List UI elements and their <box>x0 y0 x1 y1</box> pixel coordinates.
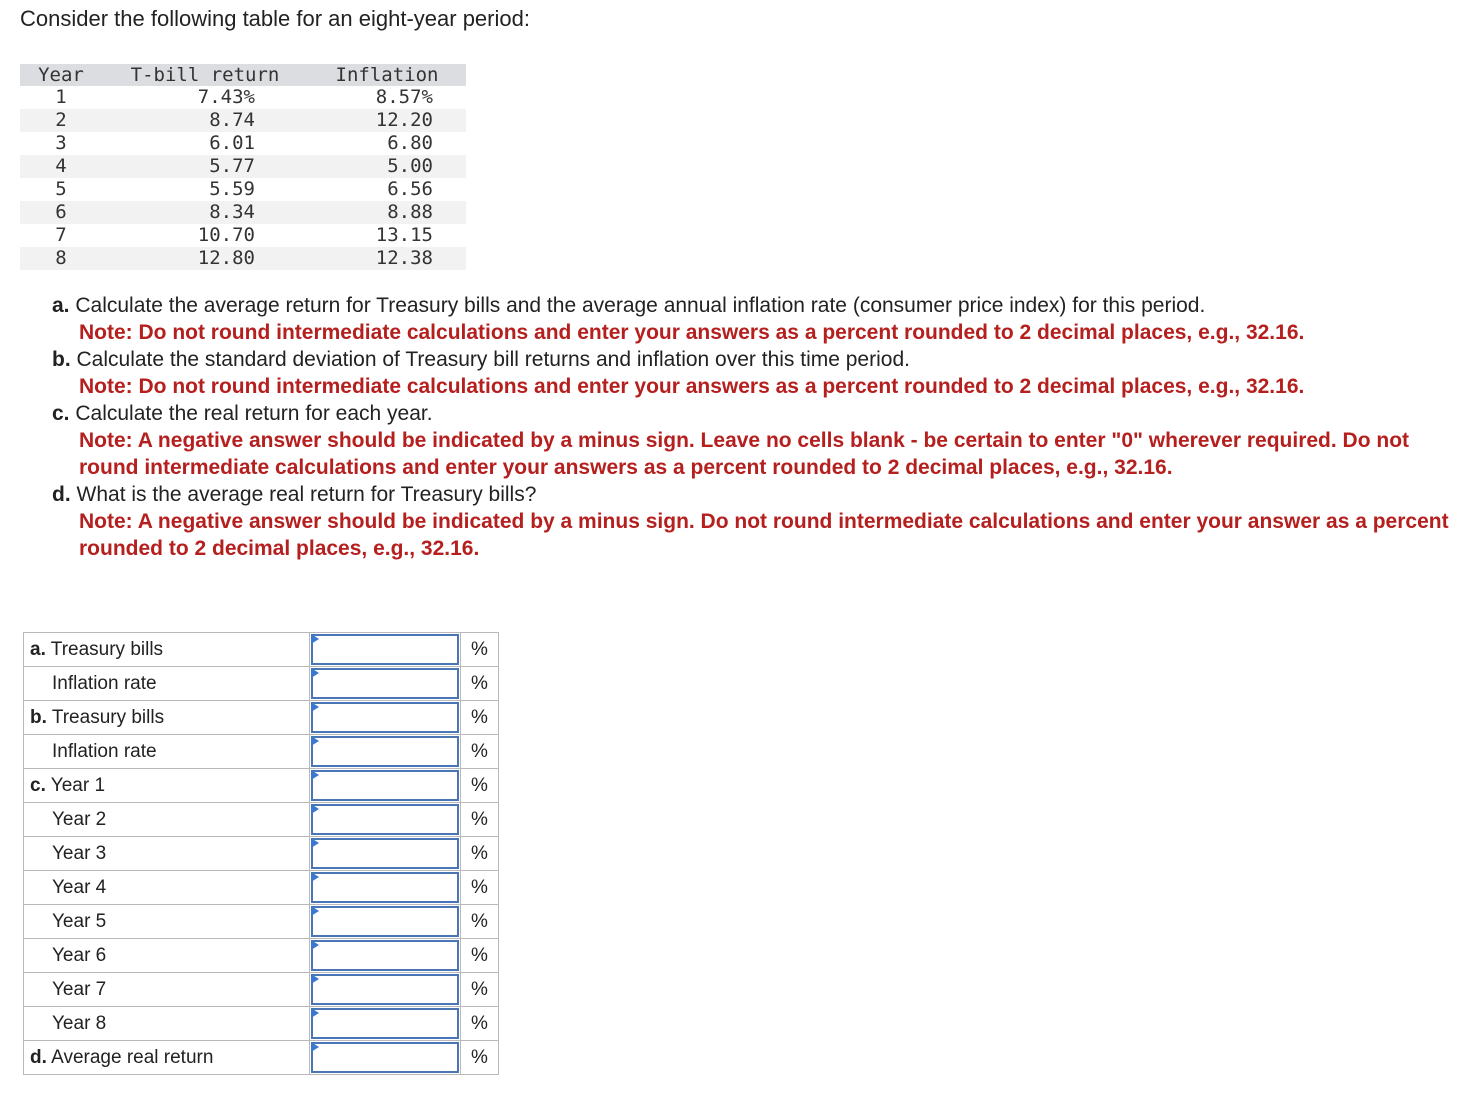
tbill-value: 10.70 <box>197 224 255 246</box>
input-marker-icon <box>311 940 319 950</box>
answer-field-cell <box>310 871 461 905</box>
answer-row <box>24 905 499 939</box>
question-a: a. Calculate the average return for Treasury bills and the average annual inflation rate (consumer price index) for this period. <box>52 294 1206 317</box>
inflation-cell <box>308 247 466 270</box>
percent-unit: % <box>461 769 499 803</box>
answer-row <box>24 667 499 701</box>
answer-input-box[interactable] <box>311 906 459 937</box>
answer-input[interactable] <box>313 636 457 663</box>
percent-unit: % <box>461 837 499 871</box>
percent-unit: % <box>461 667 499 701</box>
answer-row <box>24 1007 499 1041</box>
year-cell: 7 <box>55 224 67 246</box>
inflation-cell <box>308 155 466 178</box>
percent-unit: % <box>461 939 499 973</box>
inflation-value: 6.56 <box>387 178 433 200</box>
answer-label: b. Treasury bills <box>24 701 310 735</box>
table-row <box>20 132 466 155</box>
answer-input-box[interactable] <box>311 1042 459 1073</box>
question-b: b. Calculate the standard deviation of Treasury bill returns and inflation over this time period. <box>52 348 910 371</box>
inflation-value: 5.00 <box>387 155 433 177</box>
answer-input[interactable] <box>313 772 457 799</box>
answer-field-cell <box>310 735 461 769</box>
percent-unit: % <box>461 905 499 939</box>
inflation-value: 8.57% <box>375 86 433 108</box>
data-table-header <box>20 64 466 86</box>
tbill-cell <box>102 155 308 178</box>
answer-label: Year 8 <box>24 1007 310 1041</box>
question-c: c. Calculate the real return for each year. <box>52 402 433 425</box>
inflation-cell <box>308 86 466 109</box>
answer-input-box[interactable] <box>311 974 459 1005</box>
answer-label: Year 5 <box>24 905 310 939</box>
answer-input[interactable] <box>313 670 457 697</box>
year-cell: 3 <box>55 132 67 154</box>
tbill-cell <box>102 132 308 155</box>
year-cell: 1 <box>55 86 67 108</box>
answer-input-box[interactable] <box>311 736 459 767</box>
inflation-cell <box>308 224 466 247</box>
answer-input-box[interactable] <box>311 770 459 801</box>
answer-row <box>24 973 499 1007</box>
inflation-value: 6.80 <box>387 132 433 154</box>
answer-label: Year 7 <box>24 973 310 1007</box>
percent-unit: % <box>461 973 499 1007</box>
input-marker-icon <box>311 872 319 882</box>
answer-field-cell <box>310 837 461 871</box>
input-marker-icon <box>311 668 319 678</box>
header-inflation: Inflation <box>308 64 466 86</box>
percent-unit: % <box>461 1007 499 1041</box>
answer-input[interactable] <box>313 738 457 765</box>
answer-field-cell <box>310 905 461 939</box>
header-tbill: T-bill return <box>102 64 308 86</box>
tbill-value: 6.01 <box>209 132 255 154</box>
tbill-value: 12.80 <box>197 247 255 269</box>
questions <box>52 292 1462 562</box>
answer-field-cell <box>310 667 461 701</box>
answer-input-box[interactable] <box>311 702 459 733</box>
answer-label: c. Year 1 <box>24 769 310 803</box>
table-row <box>20 109 466 132</box>
answer-row <box>24 735 499 769</box>
answer-input[interactable] <box>313 976 457 1003</box>
percent-unit: % <box>461 1041 499 1075</box>
year-cell: 2 <box>20 109 102 132</box>
question-d: d. What is the average real return for Treasury bills? <box>52 483 537 506</box>
note-c: Note: A negative answer should be indicated by a minus sign. Leave no cells blank - be certain to enter "0" wherever required. Do not round intermediate calculations and enter your answers as a percent rounded to 2 decimal places, e.g., 32.16. <box>79 429 1410 479</box>
answer-row <box>24 803 499 837</box>
answer-input-box[interactable] <box>311 872 459 903</box>
answer-label: a. Treasury bills <box>24 633 310 667</box>
table-row <box>20 224 466 247</box>
tbill-value: 7.43% <box>197 86 255 108</box>
input-marker-icon <box>311 838 319 848</box>
answer-input[interactable] <box>313 806 457 833</box>
tbill-value: 8.34 <box>209 201 255 223</box>
input-marker-icon <box>311 1008 319 1018</box>
tbill-value: 8.74 <box>209 109 255 131</box>
table-row <box>20 178 466 201</box>
answer-field-cell <box>310 769 461 803</box>
answer-row <box>24 633 499 667</box>
answer-row <box>24 837 499 871</box>
note-b: Note: Do not round intermediate calculations and enter your answers as a percent rounded to 2 decimal places, e.g., 32.16. <box>79 375 1305 398</box>
answer-input[interactable] <box>313 908 457 935</box>
answer-input[interactable] <box>313 840 457 867</box>
answer-input[interactable] <box>313 704 457 731</box>
tbill-value: 5.77 <box>209 155 255 177</box>
answer-input[interactable] <box>313 1044 457 1071</box>
answer-field-cell <box>310 1041 461 1075</box>
table-row <box>20 155 466 178</box>
inflation-value: 8.88 <box>387 201 433 223</box>
answer-field-cell <box>310 973 461 1007</box>
intro-text: Consider the following table for an eight-year period: <box>20 6 530 31</box>
answer-field-cell <box>310 939 461 973</box>
tbill-cell <box>102 86 308 109</box>
answer-label: Inflation rate <box>24 735 310 769</box>
answer-label: Year 6 <box>24 939 310 973</box>
answer-row <box>24 939 499 973</box>
answer-input-box[interactable] <box>311 634 459 665</box>
input-marker-icon <box>311 736 319 746</box>
input-marker-icon <box>311 634 319 644</box>
answer-input-box[interactable] <box>311 1008 459 1039</box>
tbill-value: 5.59 <box>209 178 255 200</box>
input-marker-icon <box>311 906 319 916</box>
input-marker-icon <box>311 974 319 984</box>
answer-row <box>24 871 499 905</box>
answer-row <box>24 769 499 803</box>
header-year: Year <box>20 64 102 86</box>
tbill-cell <box>102 201 308 224</box>
tbill-cell <box>102 109 308 132</box>
input-marker-icon <box>311 702 319 712</box>
tbill-cell <box>102 247 308 270</box>
table-row <box>20 201 466 224</box>
inflation-value: 13.15 <box>375 224 433 246</box>
answer-input[interactable] <box>313 942 457 969</box>
data-table <box>20 64 466 270</box>
table-row <box>20 247 466 270</box>
table-row <box>20 86 466 109</box>
answer-label: Inflation rate <box>24 667 310 701</box>
answer-input-box[interactable] <box>311 804 459 835</box>
input-marker-icon <box>311 770 319 780</box>
note-d: Note: A negative answer should be indicated by a minus sign. Do not round intermediate calculations and enter your answer as a percent rounded to 2 decimal places, e.g., 32.16. <box>79 510 1449 560</box>
year-cell: 4 <box>20 155 102 178</box>
answer-input-box[interactable] <box>311 668 459 699</box>
inflation-cell <box>308 132 466 155</box>
year-cell: 5 <box>55 178 67 200</box>
answer-label: d. Average real return <box>24 1041 310 1075</box>
percent-unit: % <box>461 871 499 905</box>
inflation-cell <box>308 201 466 224</box>
inflation-value: 12.38 <box>375 247 433 269</box>
answer-input[interactable] <box>313 874 457 901</box>
year-cell: 6 <box>20 201 102 224</box>
answer-field-cell <box>310 1007 461 1041</box>
inflation-cell <box>308 178 466 201</box>
percent-unit: % <box>461 633 499 667</box>
year-cell: 8 <box>20 247 102 270</box>
input-marker-icon <box>311 1042 319 1052</box>
inflation-cell <box>308 109 466 132</box>
input-marker-icon <box>311 804 319 814</box>
percent-unit: % <box>461 701 499 735</box>
answer-label: Year 2 <box>24 803 310 837</box>
tbill-cell <box>102 224 308 247</box>
tbill-cell <box>102 178 308 201</box>
answer-row <box>24 701 499 735</box>
answer-row <box>24 1041 499 1075</box>
inflation-value: 12.20 <box>375 109 433 131</box>
answer-input[interactable] <box>313 1010 457 1037</box>
answer-table <box>23 632 499 1075</box>
answer-label: Year 4 <box>24 871 310 905</box>
percent-unit: % <box>461 803 499 837</box>
answer-label: Year 3 <box>24 837 310 871</box>
percent-unit: % <box>461 735 499 769</box>
note-a: Note: Do not round intermediate calculations and enter your answers as a percent rounded to 2 decimal places, e.g., 32.16. <box>79 321 1305 344</box>
answer-field-cell <box>310 633 461 667</box>
answer-input-box[interactable] <box>311 838 459 869</box>
answer-field-cell <box>310 803 461 837</box>
answer-input-box[interactable] <box>311 940 459 971</box>
answer-field-cell <box>310 701 461 735</box>
